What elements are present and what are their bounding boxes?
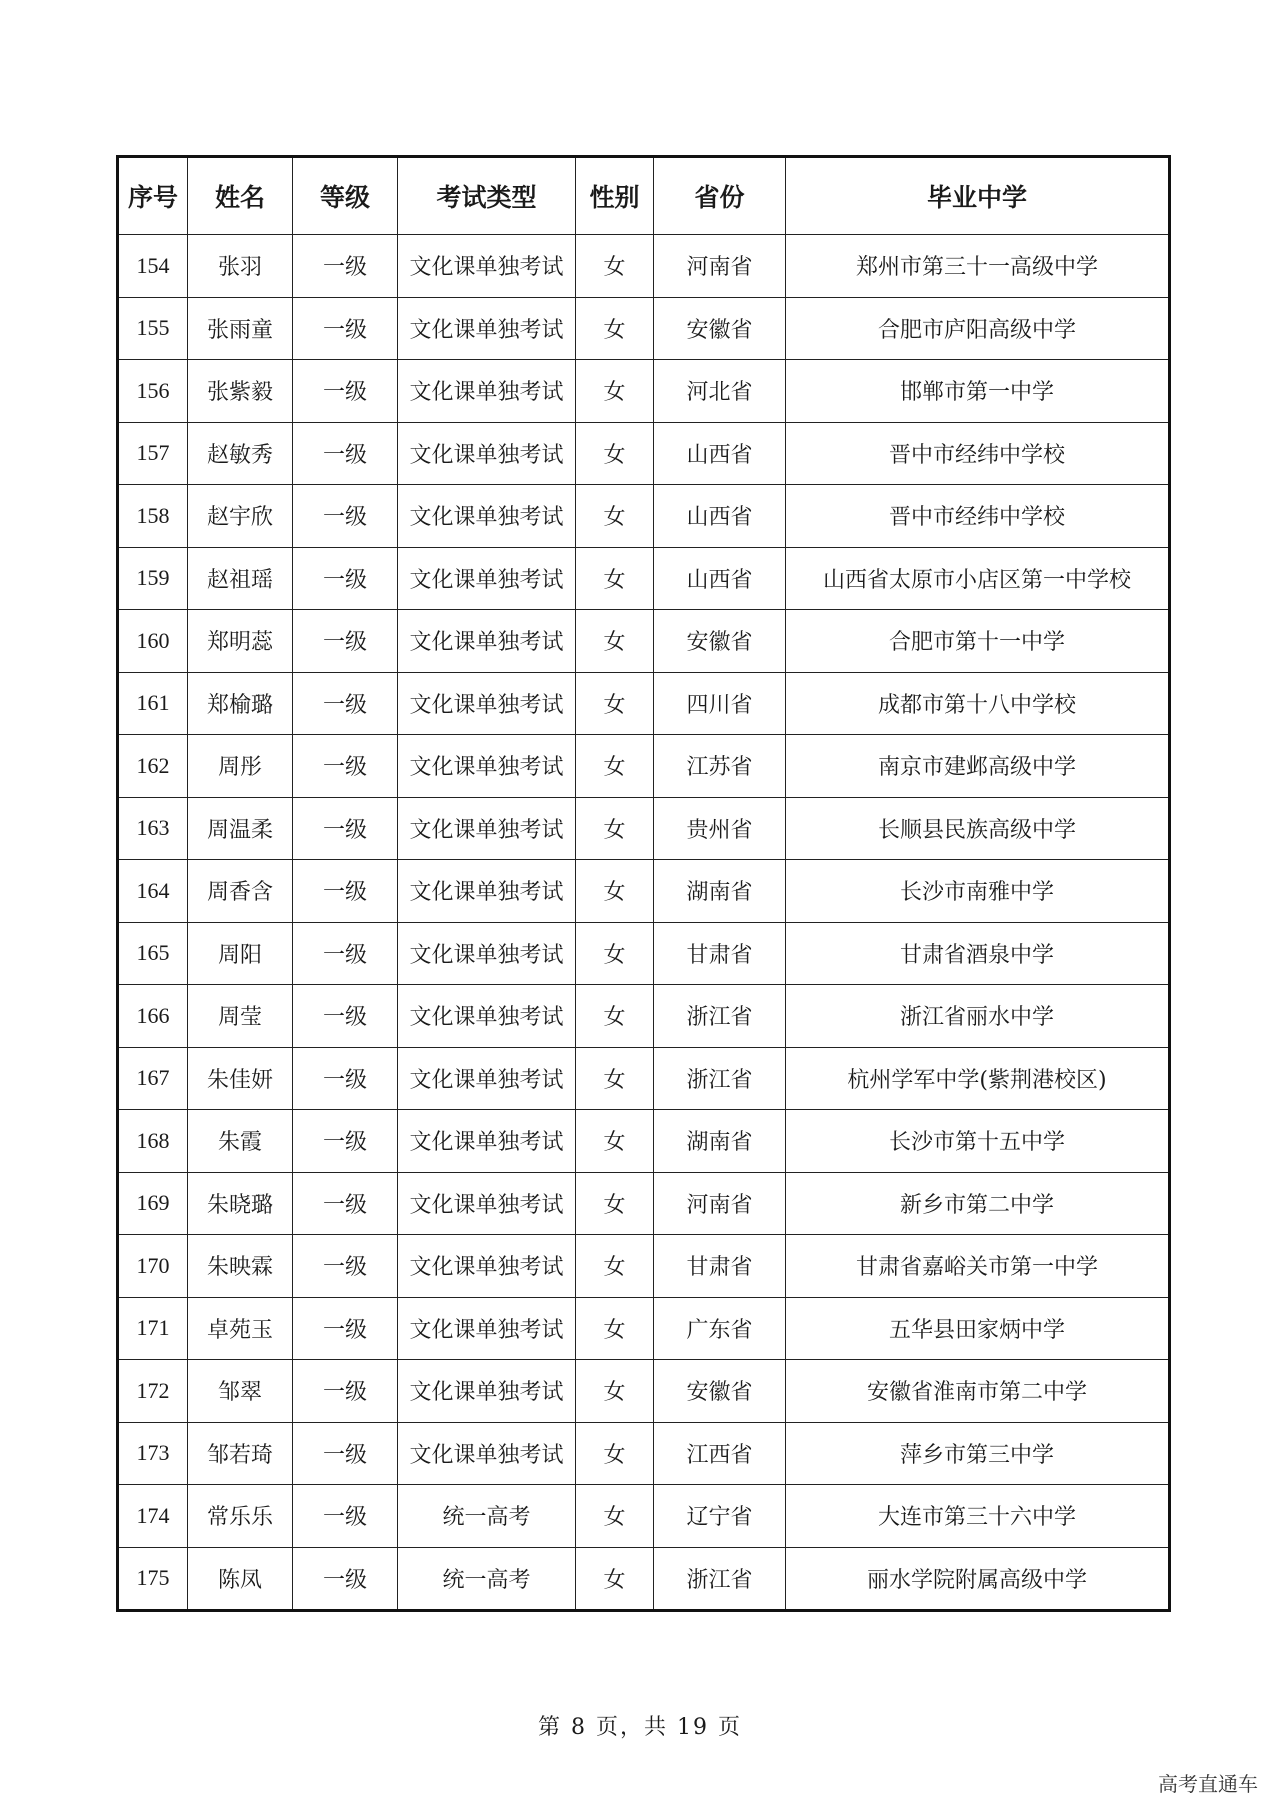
cell-school: 合肥市庐阳高级中学 (786, 297, 1170, 360)
cell-name: 陈凤 (188, 1547, 293, 1611)
table-row (118, 797, 1170, 860)
cell-exam-type: 文化课单独考试 (398, 235, 576, 298)
cell-gender: 女 (576, 1172, 654, 1235)
cell-name: 朱晓璐 (188, 1172, 293, 1235)
cell-school: 长沙市第十五中学 (786, 1110, 1170, 1173)
table-row (118, 922, 1170, 985)
cell-level: 一级 (293, 485, 398, 548)
table-row (118, 1172, 1170, 1235)
cell-gender: 女 (576, 1297, 654, 1360)
cell-index: 165 (118, 922, 188, 985)
cell-name: 张紫毅 (188, 360, 293, 423)
table-row (118, 1547, 1170, 1611)
cell-level: 一级 (293, 547, 398, 610)
cell-province: 浙江省 (654, 1047, 786, 1110)
cell-gender: 女 (576, 297, 654, 360)
cell-index: 158 (118, 485, 188, 548)
cell-name: 周香含 (188, 860, 293, 923)
cell-exam-type: 文化课单独考试 (398, 985, 576, 1048)
cell-index: 154 (118, 235, 188, 298)
table-row (118, 360, 1170, 423)
cell-index: 168 (118, 1110, 188, 1173)
cell-province: 甘肃省 (654, 922, 786, 985)
cell-exam-type: 统一高考 (398, 1547, 576, 1611)
header-province: 省份 (654, 157, 786, 235)
cell-exam-type: 文化课单独考试 (398, 485, 576, 548)
cell-name: 张雨童 (188, 297, 293, 360)
cell-province: 湖南省 (654, 860, 786, 923)
cell-gender: 女 (576, 360, 654, 423)
cell-name: 朱霞 (188, 1110, 293, 1173)
table-row (118, 860, 1170, 923)
cell-school: 晋中市经纬中学校 (786, 485, 1170, 548)
cell-exam-type: 文化课单独考试 (398, 547, 576, 610)
cell-level: 一级 (293, 1360, 398, 1423)
cell-name: 常乐乐 (188, 1485, 293, 1548)
page-number: 第 8 页，共 19 页 (538, 1715, 742, 1740)
cell-gender: 女 (576, 735, 654, 798)
cell-level: 一级 (293, 985, 398, 1048)
cell-province: 山西省 (654, 485, 786, 548)
cell-exam-type: 文化课单独考试 (398, 360, 576, 423)
cell-level: 一级 (293, 1235, 398, 1298)
table-row (118, 1235, 1170, 1298)
cell-gender: 女 (576, 1547, 654, 1611)
cell-index: 171 (118, 1297, 188, 1360)
cell-province: 安徽省 (654, 610, 786, 673)
cell-province: 辽宁省 (654, 1485, 786, 1548)
table-row (118, 610, 1170, 673)
table-row (118, 235, 1170, 298)
cell-name: 张羽 (188, 235, 293, 298)
cell-name: 郑明蕊 (188, 610, 293, 673)
cell-index: 156 (118, 360, 188, 423)
cell-index: 166 (118, 985, 188, 1048)
cell-name: 邹若琦 (188, 1422, 293, 1485)
cell-level: 一级 (293, 1110, 398, 1173)
cell-gender: 女 (576, 1422, 654, 1485)
admission-table (116, 155, 1171, 1612)
table-row (118, 1110, 1170, 1173)
cell-level: 一级 (293, 860, 398, 923)
table-row (118, 672, 1170, 735)
table-row (118, 1297, 1170, 1360)
cell-index: 159 (118, 547, 188, 610)
cell-province: 江西省 (654, 1422, 786, 1485)
header-row (118, 157, 1170, 235)
table-body (118, 235, 1170, 1611)
cell-school: 丽水学院附属高级中学 (786, 1547, 1170, 1611)
cell-exam-type: 文化课单独考试 (398, 922, 576, 985)
cell-index: 172 (118, 1360, 188, 1423)
cell-index: 170 (118, 1235, 188, 1298)
cell-level: 一级 (293, 1422, 398, 1485)
cell-gender: 女 (576, 235, 654, 298)
cell-index: 164 (118, 860, 188, 923)
cell-school: 晋中市经纬中学校 (786, 422, 1170, 485)
cell-school: 合肥市第十一中学 (786, 610, 1170, 673)
cell-index: 174 (118, 1485, 188, 1548)
cell-school: 甘肃省嘉峪关市第一中学 (786, 1235, 1170, 1298)
cell-gender: 女 (576, 1360, 654, 1423)
header-gender: 性别 (576, 157, 654, 235)
cell-name: 赵祖瑶 (188, 547, 293, 610)
cell-province: 浙江省 (654, 1547, 786, 1611)
cell-gender: 女 (576, 422, 654, 485)
table-row (118, 485, 1170, 548)
cell-index: 160 (118, 610, 188, 673)
table-row (118, 297, 1170, 360)
cell-school: 浙江省丽水中学 (786, 985, 1170, 1048)
cell-province: 贵州省 (654, 797, 786, 860)
cell-school: 大连市第三十六中学 (786, 1485, 1170, 1548)
cell-level: 一级 (293, 360, 398, 423)
cell-gender: 女 (576, 485, 654, 548)
cell-school: 长顺县民族高级中学 (786, 797, 1170, 860)
cell-school: 五华县田家炳中学 (786, 1297, 1170, 1360)
cell-name: 周彤 (188, 735, 293, 798)
cell-province: 安徽省 (654, 297, 786, 360)
header-school: 毕业中学 (786, 157, 1170, 235)
cell-level: 一级 (293, 1047, 398, 1110)
cell-gender: 女 (576, 922, 654, 985)
cell-index: 167 (118, 1047, 188, 1110)
cell-index: 173 (118, 1422, 188, 1485)
cell-index: 169 (118, 1172, 188, 1235)
cell-index: 155 (118, 297, 188, 360)
cell-index: 175 (118, 1547, 188, 1611)
cell-province: 四川省 (654, 672, 786, 735)
cell-level: 一级 (293, 672, 398, 735)
cell-level: 一级 (293, 797, 398, 860)
cell-name: 邹翠 (188, 1360, 293, 1423)
cell-school: 成都市第十八中学校 (786, 672, 1170, 735)
cell-exam-type: 文化课单独考试 (398, 610, 576, 673)
cell-school: 山西省太原市小店区第一中学校 (786, 547, 1170, 610)
cell-exam-type: 文化课单独考试 (398, 797, 576, 860)
cell-level: 一级 (293, 1297, 398, 1360)
cell-gender: 女 (576, 610, 654, 673)
header-level: 等级 (293, 157, 398, 235)
cell-name: 周温柔 (188, 797, 293, 860)
cell-gender: 女 (576, 1485, 654, 1548)
cell-index: 163 (118, 797, 188, 860)
cell-level: 一级 (293, 922, 398, 985)
cell-name: 卓苑玉 (188, 1297, 293, 1360)
cell-gender: 女 (576, 985, 654, 1048)
cell-province: 河北省 (654, 360, 786, 423)
table-row (118, 1422, 1170, 1485)
cell-province: 江苏省 (654, 735, 786, 798)
table-row (118, 547, 1170, 610)
cell-exam-type: 文化课单独考试 (398, 1360, 576, 1423)
cell-gender: 女 (576, 1235, 654, 1298)
cell-school: 新乡市第二中学 (786, 1172, 1170, 1235)
cell-exam-type: 文化课单独考试 (398, 422, 576, 485)
cell-exam-type: 文化课单独考试 (398, 860, 576, 923)
cell-name: 周阳 (188, 922, 293, 985)
cell-name: 朱映霖 (188, 1235, 293, 1298)
table-row (118, 1360, 1170, 1423)
cell-index: 161 (118, 672, 188, 735)
cell-province: 湖南省 (654, 1110, 786, 1173)
cell-index: 162 (118, 735, 188, 798)
cell-province: 河南省 (654, 1172, 786, 1235)
cell-name: 周莹 (188, 985, 293, 1048)
cell-province: 河南省 (654, 235, 786, 298)
table-row (118, 985, 1170, 1048)
cell-name: 郑榆璐 (188, 672, 293, 735)
table-row (118, 1047, 1170, 1110)
cell-index: 157 (118, 422, 188, 485)
cell-school: 邯郸市第一中学 (786, 360, 1170, 423)
cell-exam-type: 文化课单独考试 (398, 1297, 576, 1360)
header-name: 姓名 (188, 157, 293, 235)
cell-school: 长沙市南雅中学 (786, 860, 1170, 923)
cell-level: 一级 (293, 422, 398, 485)
cell-school: 甘肃省酒泉中学 (786, 922, 1170, 985)
cell-level: 一级 (293, 1172, 398, 1235)
cell-gender: 女 (576, 1110, 654, 1173)
cell-gender: 女 (576, 797, 654, 860)
cell-exam-type: 统一高考 (398, 1485, 576, 1548)
table-row (118, 735, 1170, 798)
cell-exam-type: 文化课单独考试 (398, 1235, 576, 1298)
watermark-text: 高考直通车 (1158, 1772, 1258, 1796)
table-header (118, 157, 1170, 235)
cell-school: 安徽省淮南市第二中学 (786, 1360, 1170, 1423)
header-exam-type: 考试类型 (398, 157, 576, 235)
cell-name: 赵敏秀 (188, 422, 293, 485)
cell-province: 浙江省 (654, 985, 786, 1048)
cell-school: 杭州学军中学(紫荆港校区) (786, 1047, 1170, 1110)
cell-name: 朱佳妍 (188, 1047, 293, 1110)
header-index: 序号 (118, 157, 188, 235)
cell-exam-type: 文化课单独考试 (398, 1110, 576, 1173)
cell-exam-type: 文化课单独考试 (398, 735, 576, 798)
cell-level: 一级 (293, 610, 398, 673)
cell-exam-type: 文化课单独考试 (398, 1422, 576, 1485)
table-row (118, 1485, 1170, 1548)
cell-school: 南京市建邺高级中学 (786, 735, 1170, 798)
cell-gender: 女 (576, 672, 654, 735)
cell-level: 一级 (293, 297, 398, 360)
cell-name: 赵宇欣 (188, 485, 293, 548)
cell-province: 山西省 (654, 547, 786, 610)
table-row (118, 422, 1170, 485)
cell-exam-type: 文化课单独考试 (398, 1172, 576, 1235)
cell-gender: 女 (576, 547, 654, 610)
cell-school: 萍乡市第三中学 (786, 1422, 1170, 1485)
cell-province: 山西省 (654, 422, 786, 485)
cell-gender: 女 (576, 1047, 654, 1110)
cell-level: 一级 (293, 1485, 398, 1548)
cell-gender: 女 (576, 860, 654, 923)
cell-exam-type: 文化课单独考试 (398, 672, 576, 735)
cell-province: 广东省 (654, 1297, 786, 1360)
cell-level: 一级 (293, 235, 398, 298)
cell-exam-type: 文化课单独考试 (398, 297, 576, 360)
cell-school: 郑州市第三十一高级中学 (786, 235, 1170, 298)
cell-level: 一级 (293, 735, 398, 798)
cell-province: 甘肃省 (654, 1235, 786, 1298)
cell-level: 一级 (293, 1547, 398, 1611)
cell-exam-type: 文化课单独考试 (398, 1047, 576, 1110)
cell-province: 安徽省 (654, 1360, 786, 1423)
